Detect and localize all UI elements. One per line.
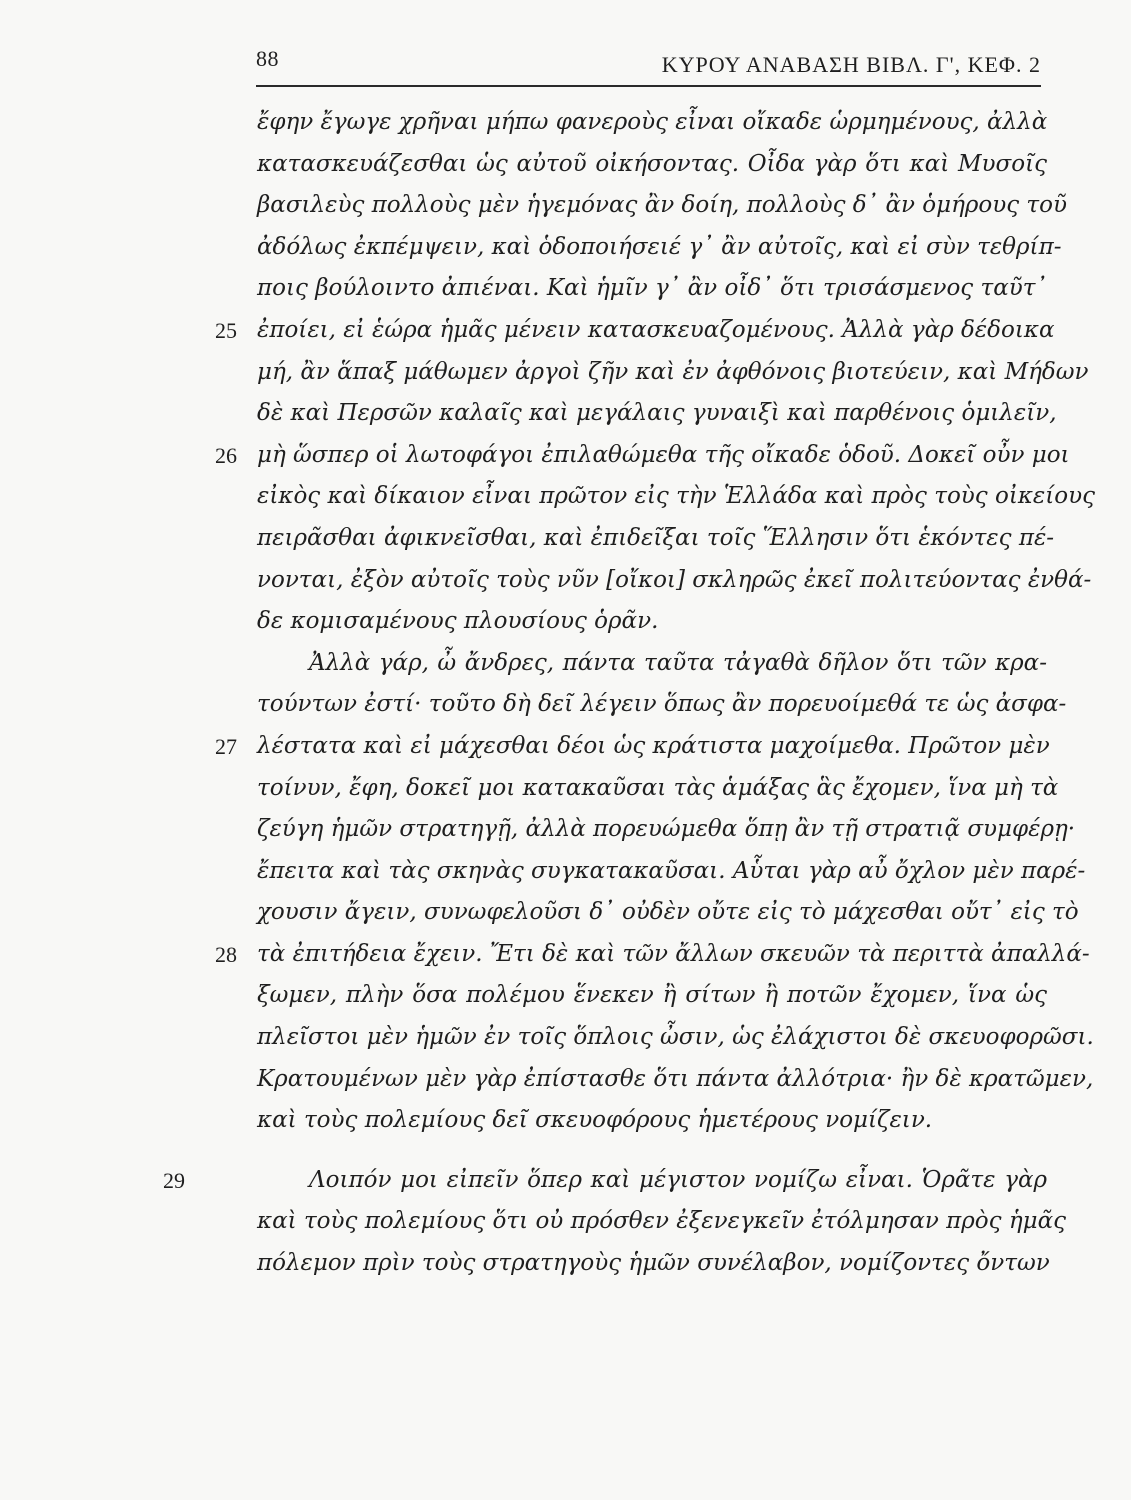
text-line: 27 λέστατα καὶ εἰ μάχεσθαι δέοι ὡς κράτιστα μαχοίμεθα. Πρῶτον μὲν: [257, 726, 1047, 768]
text-line: δε κομισαμένους πλουσίους ὁρᾶν.: [257, 608, 659, 635]
text-line: πόλεμον πρὶν τοὺς στρατηγοὺς ἡμῶν συνέλαβον, νομίζοντες ὄντων: [257, 1250, 1050, 1277]
text-line: 25 ἐποίει, εἰ ἑώρα ἡμᾶς μένειν κατασκευαζομένους. Ἀλλὰ γὰρ δέδοικα: [257, 310, 1047, 352]
text-line: ξωμεν, πλὴν ὅσα πολέμου ἕνεκεν ἢ σίτων ἢ ποτῶν ἔχομεν, ἵνα ὡς: [257, 982, 1047, 1009]
text-line: τοίνυν, ἔφη, δοκεῖ μοι κατακαῦσαι τὰς ἁμάξας ἃς ἔχομεν, ἵνα μὴ τὰ: [257, 774, 1059, 801]
text-line: ἔφην ἔγωγε χρῆναι μήπω φανεροὺς εἶναι οἴκαδε ὡρμημένους, ἀλλὰ: [257, 109, 1048, 135]
paragraph-gap: [257, 1142, 1047, 1160]
text-line: πειρᾶσθαι ἀφικνεῖσθαι, καὶ ἐπιδεῖξαι τοῖς Ἕλλησιν ὅτι ἑκόντες πέ-: [257, 524, 1055, 551]
text-line: ζεύγη ἡμῶν στρατηγῇ, ἀλλὰ πορευώμεθα ὅπῃ ἂν τῇ στρατιᾷ συμφέρῃ·: [257, 816, 1076, 843]
text-line: δὲ καὶ Περσῶν καλαῖς καὶ μεγάλαις γυναιξὶ καὶ παρθένοις ὁμιλεῖν,: [257, 400, 1057, 427]
section-number: 26: [215, 442, 237, 468]
text-line: ἔπειτα καὶ τὰς σκηνὰς συγκατακαῦσαι. Αὗται γὰρ αὖ ὄχλον μὲν παρέ-: [257, 857, 1086, 884]
section-number: 27: [215, 733, 237, 759]
text-line: πλεῖστοι μὲν ἡμῶν ἐν τοῖς ὅπλοις ὦσιν, ὡς ἐλάχιστοι δὲ σκευοφορῶσι.: [257, 1024, 1094, 1051]
text-line: τούντων ἐστί· τοῦτο δὴ δεῖ λέγειν ὅπως ἂν πορευοίμεθά τε ὡς ἀσφα-: [257, 691, 1067, 718]
section-number: 29: [163, 1167, 185, 1193]
text-line: νονται, ἐξὸν αὐτοῖς τοὺς νῦν [οἴκοι] σκληρῶς ἐκεῖ πολιτεύοντας ἐνθά-: [257, 566, 1092, 593]
text-line: μή, ἂν ἅπαξ μάθωμεν ἀργοὶ ζῆν καὶ ἐν ἀφθόνοις βιοτεύειν, καὶ Μήδων: [257, 358, 1089, 385]
running-head: ΚΥΡΟΥ ΑΝΑΒΑΣΗ ΒΙΒΛ. Γ', ΚΕΦ. 2: [661, 52, 1041, 77]
text-line: ἀδόλως ἐκπέμψειν, καὶ ὁδοποιήσειέ γ᾽ ἂν αὐτοῖς, καὶ εἰ σὺν τεθρίπ-: [257, 233, 1062, 260]
text-line: 29 Λοιπόν μοι εἰπεῖν ὅπερ καὶ μέγιστον νομίζω εἶναι. Ὁρᾶτε γὰρ: [257, 1160, 1047, 1202]
text-line: Ἀλλὰ γάρ, ὦ ἄνδρες, πάντα ταῦτα τἀγαθὰ δῆλον ὅτι τῶν κρα-: [309, 649, 1047, 676]
header-rule: [256, 85, 1041, 87]
text-line: 28 τὰ ἐπιτήδεια ἔχειν. Ἔτι δὲ καὶ τῶν ἄλλων σκευῶν τὰ περιττὰ ἀπαλλά-: [257, 934, 1047, 976]
section-number: 28: [215, 941, 237, 967]
text-line: κατασκευάζεσθαι ὡς αὐτοῦ οἰκήσοντας. Οἶδα γὰρ ὅτι καὶ Μυσοῖς: [257, 150, 1047, 177]
text-line: Κρατουμένων μὲν γὰρ ἐπίστασθε ὅτι πάντα ἀλλότρια· ἢν δὲ κρατῶμεν,: [257, 1065, 1094, 1092]
text-line: βασιλεὺς πολλοὺς μὲν ἡγεμόνας ἂν δοίη, πολλοὺς δ᾽ ἂν ὁμήρους τοῦ: [257, 192, 1067, 219]
text-line: 26 μὴ ὥσπερ οἱ λωτοφάγοι ἐπιλαθώμεθα τῆς οἴκαδε ὁδοῦ. Δοκεῖ οὖν μοι: [257, 435, 1047, 477]
section-number: 25: [215, 317, 237, 343]
text-line: χουσιν ἄγειν, συνωφελοῦσι δ᾽ οὐδὲν οὔτε εἰς τὸ μάχεσθαι οὔτ᾽ εἰς τὸ: [257, 899, 1079, 926]
page-header: [256, 42, 1041, 82]
text-line: ποις βούλοιντο ἀπιέναι. Καὶ ἡμῖν γ᾽ ἂν οἶδ᾽ ὅτι τρισάσμενος ταῦτ᾽: [257, 275, 1047, 302]
text-line: εἰκὸς καὶ δίκαιον εἶναι πρῶτον εἰς τὴν Ἑλλάδα καὶ πρὸς τοὺς οἰκείους: [257, 483, 1095, 510]
greek-text-body: [163, 102, 1095, 1285]
text-line: καὶ τοὺς πολεμίους δεῖ σκευοφόρους ἡμετέρους νομίζειν.: [257, 1107, 933, 1134]
text-line: καὶ τοὺς πολεμίους ὅτι οὐ πρόσθεν ἐξενεγκεῖν ἐτόλμησαν πρὸς ἡμᾶς: [257, 1208, 1066, 1235]
page-number: 88: [256, 46, 279, 71]
